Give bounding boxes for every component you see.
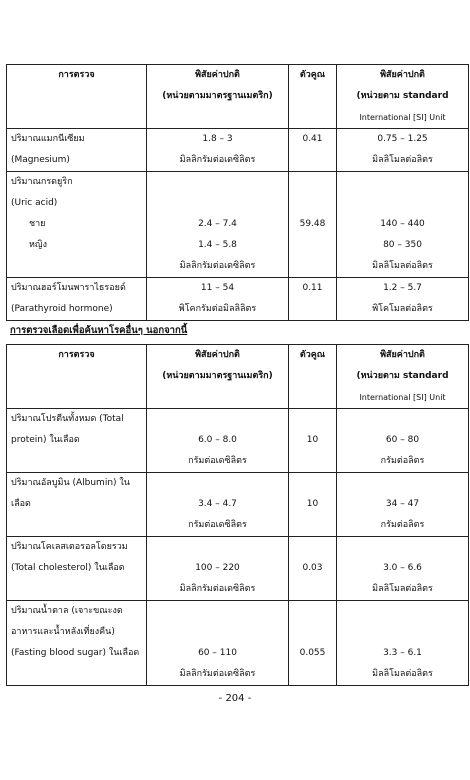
test-name-en: (Uric acid): [11, 198, 58, 208]
header-factor: [289, 65, 337, 129]
blank-line: [293, 473, 332, 494]
range-unit: กรัมต่อเดซิลิตร: [188, 456, 247, 466]
blank-line: [151, 409, 284, 430]
blank-line: [293, 172, 332, 193]
cell-range: [147, 537, 289, 601]
female-range: 1.4 – 5.8: [198, 240, 237, 250]
cell-range: [147, 409, 289, 473]
blank-line: [341, 409, 464, 430]
cell-si: [337, 537, 469, 601]
blank-line: [151, 473, 284, 494]
cell-test-name: [7, 409, 147, 473]
si-value: 34 – 47: [385, 499, 420, 509]
header-si-range: [337, 345, 469, 409]
header-si-label: พิสัยค่าปกติ: [380, 350, 425, 360]
blank-line: [293, 622, 332, 643]
cell-test-name: [7, 278, 147, 321]
range-value: 3.4 – 4.7: [198, 499, 237, 509]
header-test: [7, 65, 147, 129]
si-value: 1.2 – 5.7: [383, 283, 422, 293]
si-value: 3.0 – 6.6: [383, 563, 422, 573]
cell-test-name: [7, 129, 147, 172]
si-unit: มิลลิโมลต่อลิตร: [372, 584, 433, 594]
page-number: - 204 -: [218, 693, 252, 704]
test-name-line: (Total cholesterol) ในเลือด: [11, 563, 125, 573]
test-name-line: ปริมาณโปรตีนทั้งหมด (Total: [11, 414, 124, 424]
table-row-uric-acid: [7, 172, 469, 278]
cell-test-name: [7, 172, 147, 278]
blank-line: [341, 622, 464, 643]
test-name-th: ปริมาณแมกนีเซียม: [11, 134, 85, 144]
female-label: หญิง: [29, 240, 47, 250]
table-row-total-cholesterol: [7, 537, 469, 601]
si-unit: กรัมต่อลิตร: [380, 520, 425, 530]
factor-value: 0.055: [299, 648, 326, 658]
lab-table-1: [6, 64, 469, 321]
table-row-parathyroid: [7, 278, 469, 321]
header-test: [7, 345, 147, 409]
header-test-label: การตรวจ: [58, 70, 95, 80]
blank-line: [151, 622, 284, 643]
header-range-label: พิสัยค่าปกติ: [195, 350, 240, 360]
test-name-en: (Magnesium): [11, 155, 70, 165]
male-label: ชาย: [29, 219, 46, 229]
cell-range: [147, 172, 289, 278]
si-value: 3.3 – 6.1: [383, 648, 422, 658]
cell-factor: [289, 409, 337, 473]
range-unit: พิโคกรัมต่อมิลลิลิตร: [178, 304, 257, 314]
range-unit: กรัมต่อเดซิลิตร: [188, 520, 247, 530]
blank-line: [293, 537, 332, 558]
blank-line: [11, 579, 142, 600]
blank-line: [151, 601, 284, 622]
blank-line: [293, 409, 332, 430]
test-name-line: เลือด: [11, 499, 31, 509]
blank-line: [151, 193, 284, 214]
cell-range: [147, 601, 289, 686]
factor-value: 59.48: [299, 219, 326, 229]
header-normal-range: [147, 65, 289, 129]
cell-factor: [289, 601, 337, 686]
section-heading: การตรวจเลือดเพื่อค้นหาโรคอื่นๆ นอกจากนี้: [10, 325, 188, 336]
male-si: 140 – 440: [380, 219, 425, 229]
cell-si: [337, 278, 469, 321]
range-unit: มิลลิกรัมต่อเดซิลิตร: [179, 155, 256, 165]
header-normal-range: [147, 345, 289, 409]
range-value: 1.8 – 3: [202, 134, 233, 144]
test-name-th: ปริมาณกรดยูริก: [11, 177, 73, 187]
header-si-range: [337, 65, 469, 129]
header-range-unit: (หน่วยตามมาตรฐานเมตริก): [162, 371, 273, 381]
blank-line: [11, 664, 142, 685]
factor-value: 0.41: [302, 134, 323, 144]
header-range-label: พิสัยค่าปกติ: [195, 70, 240, 80]
blank-line: [11, 256, 142, 277]
table-header-row: [7, 345, 469, 409]
header-si-unit-1: (หน่วยตาม standard: [356, 91, 449, 101]
table-row-albumin: [7, 473, 469, 537]
blank-line: [151, 172, 284, 193]
test-name-line: ปริมาณน้ำตาล (เจาะขณะงด: [11, 606, 123, 616]
header-range-unit: (หน่วยตามมาตรฐานเมตริก): [162, 91, 273, 101]
cell-factor: [289, 537, 337, 601]
range-unit: มิลลิกรัมต่อเดซิลิตร: [179, 669, 256, 679]
cell-si: [337, 473, 469, 537]
si-unit: มิลลิโมลต่อลิตร: [372, 669, 433, 679]
si-unit: พิโคโมลต่อลิตร: [372, 304, 433, 314]
si-unit: กรัมต่อลิตร: [380, 456, 425, 466]
test-name-line: อาหารและน้ำหลังเที่ยงคืน): [11, 627, 115, 637]
cell-test-name: [7, 537, 147, 601]
table-header-row: [7, 65, 469, 129]
blank-line: [151, 537, 284, 558]
header-factor: [289, 345, 337, 409]
range-unit: มิลลิกรัมต่อเดซิลิตร: [179, 261, 256, 271]
test-name-line: protein) ในเลือด: [11, 435, 80, 445]
header-si-unit-2: International [SI] Unit: [359, 393, 446, 402]
cell-si: [337, 129, 469, 172]
test-name-line: ปริมาณโคเลสเตอรอลโดยรวม: [11, 542, 128, 552]
male-range: 2.4 – 7.4: [198, 219, 237, 229]
blank-line: [293, 193, 332, 214]
blank-line: [11, 451, 142, 472]
factor-value: 10: [306, 435, 319, 445]
cell-range: [147, 129, 289, 172]
test-name-th: ปริมาณฮอร์โมนพาราไธรอยด์: [11, 283, 126, 293]
cell-factor: [289, 473, 337, 537]
factor-value: 0.03: [302, 563, 323, 573]
header-si-unit-1: (หน่วยตาม standard: [356, 371, 449, 381]
cell-factor: [289, 278, 337, 321]
range-value: 11 – 54: [200, 283, 235, 293]
header-factor-label: ตัวคูณ: [299, 350, 326, 360]
si-value: 0.75 – 1.25: [377, 134, 428, 144]
header-factor-label: ตัวคูณ: [299, 70, 326, 80]
lab-table-2: [6, 344, 469, 686]
factor-value: 10: [306, 499, 319, 509]
cell-range: [147, 278, 289, 321]
range-unit: มิลลิกรัมต่อเดซิลิตร: [179, 584, 256, 594]
test-name-en: (Parathyroid hormone): [11, 304, 113, 314]
header-test-label: การตรวจ: [58, 350, 95, 360]
blank-line: [11, 515, 142, 536]
table-row-magnesium: [7, 129, 469, 172]
test-name-line: ปริมาณอัลบูมิน (Albumin) ใน: [11, 478, 130, 488]
cell-si: [337, 409, 469, 473]
cell-test-name: [7, 601, 147, 686]
cell-factor: [289, 129, 337, 172]
si-value: 60 – 80: [385, 435, 420, 445]
blank-line: [341, 537, 464, 558]
header-si-unit-2: International [SI] Unit: [359, 113, 446, 122]
range-value: 100 – 220: [195, 563, 240, 573]
factor-value: 0.11: [302, 283, 323, 293]
table-row-total-protein: [7, 409, 469, 473]
female-si: 80 – 350: [383, 240, 422, 250]
blank-line: [341, 601, 464, 622]
header-si-label: พิสัยค่าปกติ: [380, 70, 425, 80]
range-value: 6.0 – 8.0: [198, 435, 237, 445]
blank-line: [341, 193, 464, 214]
cell-si: [337, 601, 469, 686]
test-name-line: (Fasting blood sugar) ในเลือด: [11, 648, 140, 658]
cell-test-name: [7, 473, 147, 537]
range-value: 60 – 110: [198, 648, 237, 658]
cell-range: [147, 473, 289, 537]
blank-line: [293, 601, 332, 622]
si-unit: มิลลิโมลต่อลิตร: [372, 155, 433, 165]
blank-line: [341, 172, 464, 193]
cell-si: [337, 172, 469, 278]
cell-factor: [289, 172, 337, 278]
table-row-fasting-blood-sugar: [7, 601, 469, 686]
blank-line: [341, 473, 464, 494]
si-unit: มิลลิโมลต่อลิตร: [372, 261, 433, 271]
